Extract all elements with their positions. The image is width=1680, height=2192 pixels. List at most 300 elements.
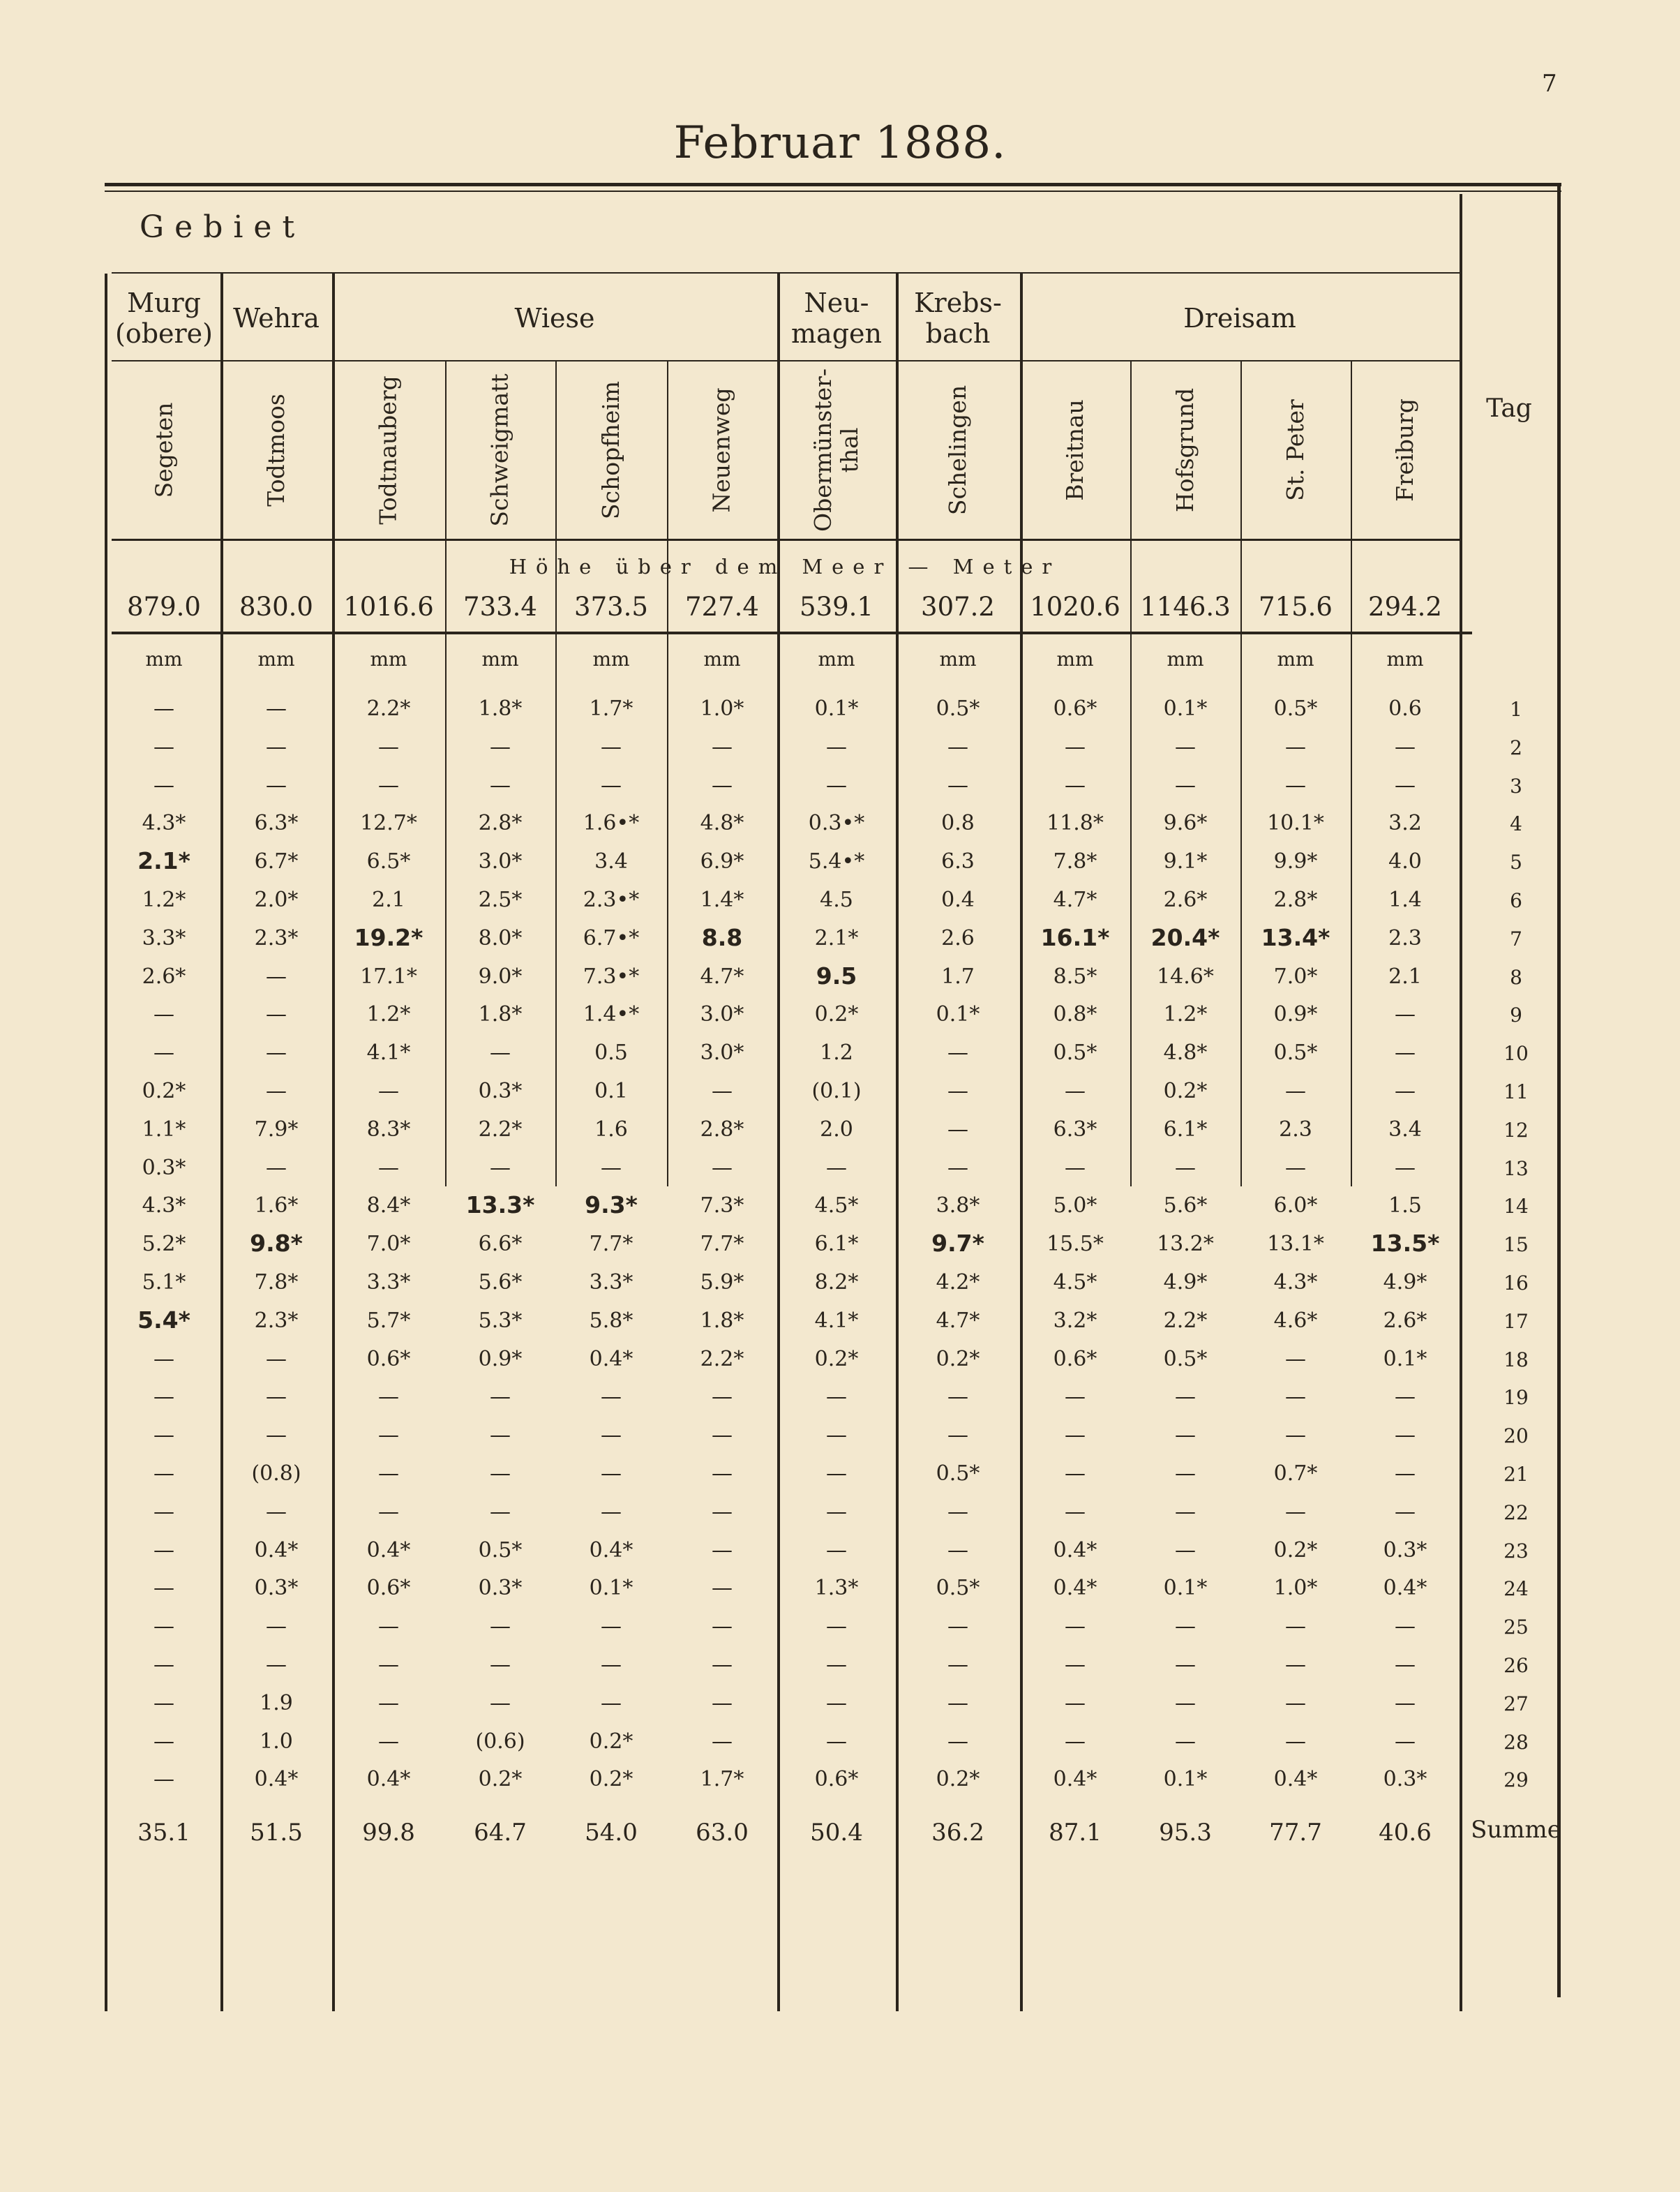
data-cell: 5.1* xyxy=(142,1270,186,1295)
data-cell: — xyxy=(1285,734,1306,759)
data-cell: 5.6* xyxy=(1163,1193,1208,1218)
data-cell: 3.3* xyxy=(366,1270,411,1295)
data-cell: — xyxy=(153,1346,174,1371)
data-cell: — xyxy=(266,1385,287,1410)
data-cell: — xyxy=(378,1079,399,1103)
data-cell: — xyxy=(947,1117,968,1142)
data-cell: — xyxy=(712,1690,733,1715)
data-cell: — xyxy=(1395,1461,1416,1486)
data-cell: — xyxy=(1065,1385,1086,1410)
day-number: 3 xyxy=(1510,774,1522,798)
data-cell: — xyxy=(266,1002,287,1027)
data-cell: — xyxy=(1285,1155,1306,1180)
data-cell: — xyxy=(1285,1385,1306,1410)
data-cell: — xyxy=(266,696,287,721)
group-header-4: Krebs- bach xyxy=(914,288,1002,349)
sum-value: 50.4 xyxy=(810,1819,863,1847)
data-cell: 2.5* xyxy=(478,888,523,912)
data-cell: — xyxy=(1065,1461,1086,1486)
tag-header: Tag xyxy=(1486,394,1532,423)
data-cell: — xyxy=(490,734,511,759)
unit-label: mm xyxy=(1056,648,1094,671)
data-cell: 5.3* xyxy=(478,1308,523,1333)
data-cell: — xyxy=(1395,1614,1416,1639)
data-cell: 2.0 xyxy=(820,1117,853,1142)
data-cell: — xyxy=(1395,1155,1416,1180)
station-name: Todtnauberg xyxy=(375,375,402,525)
data-cell: 13.2* xyxy=(1157,1232,1214,1257)
data-cell: 0.4* xyxy=(589,1346,633,1371)
day-number: 25 xyxy=(1503,1616,1529,1639)
data-cell: 9.9* xyxy=(1273,849,1318,874)
data-cell: — xyxy=(1395,1653,1416,1677)
data-cell: — xyxy=(601,734,622,759)
station-name: Breitnau xyxy=(1061,399,1088,501)
day-number: 22 xyxy=(1503,1500,1529,1524)
data-cell: — xyxy=(1285,1346,1306,1371)
station-name: Neuenweg xyxy=(708,387,735,513)
data-cell: 2.1 xyxy=(372,888,405,912)
day-number: 26 xyxy=(1503,1654,1529,1677)
unit-label: mm xyxy=(1277,648,1314,671)
data-cell: 1.8* xyxy=(700,1308,744,1333)
data-cell: 6.3* xyxy=(254,811,299,836)
station-name: Freiburg xyxy=(1390,398,1418,502)
data-cell: — xyxy=(266,1614,287,1639)
data-cell: — xyxy=(826,1499,847,1524)
data-cell: — xyxy=(153,734,174,759)
day-number: 20 xyxy=(1503,1424,1529,1448)
data-cell: 2.8* xyxy=(1273,888,1318,912)
data-cell: — xyxy=(153,1729,174,1754)
data-cell: 0.5* xyxy=(936,1576,980,1601)
station-name: Obermünster- thal xyxy=(809,368,863,532)
data-cell: 0.4* xyxy=(1383,1576,1427,1601)
data-cell: — xyxy=(1395,1499,1416,1524)
data-cell: — xyxy=(153,1653,174,1677)
data-cell: — xyxy=(153,1767,174,1792)
unit-label: mm xyxy=(592,648,630,671)
data-cell: 6.7* xyxy=(254,849,299,874)
page-number: 7 xyxy=(1542,70,1557,98)
data-cell: — xyxy=(1395,1079,1416,1103)
data-cell: — xyxy=(601,1461,622,1486)
data-cell: 0.8* xyxy=(1053,1002,1097,1027)
data-cell: — xyxy=(1395,1385,1416,1410)
data-cell: — xyxy=(266,1155,287,1180)
data-cell: — xyxy=(826,1729,847,1754)
data-cell: 8.3* xyxy=(366,1117,411,1142)
data-cell: 1.2* xyxy=(142,888,186,912)
data-cell: 6.9* xyxy=(700,849,744,874)
data-cell: 13.1* xyxy=(1267,1232,1324,1257)
day-number: 13 xyxy=(1503,1156,1529,1180)
data-cell: 0.3•* xyxy=(808,811,865,836)
station-name: Schelingen xyxy=(944,385,972,516)
data-cell: — xyxy=(1395,773,1416,798)
data-cell: — xyxy=(601,1653,622,1677)
data-cell: — xyxy=(1285,1614,1306,1639)
data-cell: — xyxy=(947,1423,968,1448)
station-header-1 xyxy=(220,364,332,536)
data-cell: — xyxy=(1175,1537,1196,1563)
data-cell: 0.4* xyxy=(366,1767,411,1792)
sum-value: 36.2 xyxy=(931,1819,984,1847)
data-cell: — xyxy=(712,734,733,759)
data-cell: — xyxy=(266,1423,287,1448)
data-cell: 0.4* xyxy=(1273,1767,1318,1792)
data-cell: 2.2* xyxy=(366,696,411,721)
station-header-6 xyxy=(777,364,896,536)
elevation-value: 879.0 xyxy=(127,592,201,622)
data-cell: 0.2* xyxy=(589,1729,633,1754)
unit-label: mm xyxy=(145,648,183,671)
data-cell: 0.3* xyxy=(478,1576,523,1601)
data-cell: — xyxy=(1285,773,1306,798)
day-number: 2 xyxy=(1510,736,1522,759)
data-cell: — xyxy=(490,1653,511,1677)
unit-label: mm xyxy=(257,648,295,671)
data-cell: 6.1* xyxy=(1163,1117,1208,1142)
data-cell: 2.2* xyxy=(1163,1308,1208,1333)
data-cell: 0.7* xyxy=(1273,1461,1318,1486)
data-cell: 0.5 xyxy=(594,1041,628,1066)
data-cell: 0.1* xyxy=(1163,1576,1208,1601)
group-header-1: Wehra xyxy=(233,303,320,334)
day-number: 4 xyxy=(1510,812,1522,836)
day-number: 9 xyxy=(1510,1004,1522,1027)
data-cell: — xyxy=(947,1385,968,1410)
data-cell: — xyxy=(1175,1499,1196,1524)
elevation-header: Höhe über dem Meer — Meter xyxy=(509,555,1061,579)
unit-label: mm xyxy=(818,648,855,671)
day-number: 14 xyxy=(1503,1195,1529,1218)
data-cell: — xyxy=(153,1041,174,1066)
station-header-7 xyxy=(896,364,1020,536)
data-cell: — xyxy=(1175,1155,1196,1180)
data-cell: 0.5* xyxy=(936,1461,980,1486)
data-cell: — xyxy=(826,734,847,759)
data-cell: — xyxy=(1175,1423,1196,1448)
data-cell: 0.5* xyxy=(1273,1041,1318,1066)
data-cell: 13.4* xyxy=(1261,923,1330,951)
data-cell: 0.2* xyxy=(814,1346,859,1371)
data-cell: — xyxy=(947,1041,968,1066)
data-cell: — xyxy=(153,1690,174,1715)
group-header-2: Wiese xyxy=(514,303,595,334)
data-cell: 2.3 xyxy=(1388,925,1422,950)
data-cell: 3.3* xyxy=(589,1270,633,1295)
data-cell: — xyxy=(153,1461,174,1486)
data-cell: — xyxy=(1285,1653,1306,1677)
data-cell: 0.4* xyxy=(1053,1537,1097,1563)
data-cell: 2.8* xyxy=(478,811,523,836)
data-cell: — xyxy=(601,1690,622,1715)
data-cell: 2.6* xyxy=(142,964,186,989)
data-cell: 17.1* xyxy=(360,964,417,989)
elevation-value: 830.0 xyxy=(239,592,313,622)
data-cell: 7.3•* xyxy=(583,964,640,989)
data-cell: — xyxy=(1395,1041,1416,1066)
day-number: 27 xyxy=(1503,1692,1529,1715)
data-cell: — xyxy=(712,1079,733,1103)
data-cell: 4.9* xyxy=(1383,1270,1427,1295)
station-header-2 xyxy=(332,364,445,536)
data-cell: 0.4* xyxy=(1053,1576,1097,1601)
data-cell: 4.1* xyxy=(366,1041,411,1066)
data-cell: — xyxy=(601,1423,622,1448)
data-cell: 1.4•* xyxy=(583,1002,640,1027)
data-cell: 0.6* xyxy=(1053,1346,1097,1371)
data-cell: — xyxy=(1175,734,1196,759)
data-cell: 6.3* xyxy=(1053,1117,1097,1142)
sum-value: 95.3 xyxy=(1159,1819,1212,1847)
data-cell: 0.5* xyxy=(1273,696,1318,721)
data-cell: — xyxy=(1065,734,1086,759)
data-cell: — xyxy=(1285,1499,1306,1524)
data-cell: — xyxy=(1065,1690,1086,1715)
data-cell: 3.8* xyxy=(936,1193,980,1218)
data-cell: 0.2* xyxy=(814,1002,859,1027)
data-cell: 0.6* xyxy=(1053,696,1097,721)
data-cell: 6.3 xyxy=(941,849,975,874)
data-cell: — xyxy=(378,1690,399,1715)
data-cell: 4.3* xyxy=(142,811,186,836)
data-cell: — xyxy=(712,773,733,798)
station-header-4 xyxy=(555,364,667,536)
data-cell: 12.7* xyxy=(360,811,417,836)
data-cell: 1.4* xyxy=(700,888,744,912)
data-cell: — xyxy=(1175,1614,1196,1639)
station-name: St. Peter xyxy=(1281,399,1309,501)
data-cell: — xyxy=(490,773,511,798)
data-cell: 4.6* xyxy=(1273,1308,1318,1333)
data-cell: — xyxy=(153,1423,174,1448)
data-cell: 5.0* xyxy=(1053,1193,1097,1218)
data-cell: 0.1* xyxy=(1163,696,1208,721)
elevation-value: 727.4 xyxy=(685,592,759,622)
data-cell: — xyxy=(378,1729,399,1754)
data-cell: 2.3 xyxy=(1279,1117,1312,1142)
data-cell: 19.2* xyxy=(354,923,423,951)
data-cell: 0.4* xyxy=(254,1767,299,1792)
station-header-9 xyxy=(1130,364,1240,536)
data-cell: 4.8* xyxy=(700,811,744,836)
station-name: Schweigmatt xyxy=(486,373,514,527)
day-number: 24 xyxy=(1503,1577,1529,1601)
data-cell: 2.8* xyxy=(700,1117,744,1142)
data-cell: 2.2* xyxy=(700,1346,744,1371)
elevation-value: 1020.6 xyxy=(1030,592,1120,622)
data-cell: — xyxy=(947,1614,968,1639)
elevation-value: 294.2 xyxy=(1368,592,1442,622)
data-cell: — xyxy=(266,1346,287,1371)
data-cell: (0.6) xyxy=(475,1729,525,1754)
data-cell: — xyxy=(1065,1079,1086,1103)
data-cell: 3.2 xyxy=(1388,811,1422,836)
data-cell: (0.1) xyxy=(811,1079,862,1103)
data-cell: — xyxy=(1175,1385,1196,1410)
elevation-value: 733.4 xyxy=(463,592,537,622)
data-cell: — xyxy=(378,1499,399,1524)
data-cell: — xyxy=(153,1614,174,1639)
data-cell: — xyxy=(378,1385,399,1410)
data-cell: 6.1* xyxy=(814,1232,859,1257)
data-cell: — xyxy=(1065,1155,1086,1180)
data-cell: 0.6* xyxy=(366,1576,411,1601)
data-cell: 1.0* xyxy=(700,696,744,721)
data-cell: — xyxy=(153,1385,174,1410)
data-cell: — xyxy=(1285,1423,1306,1448)
data-cell: 1.0* xyxy=(1273,1576,1318,1601)
data-cell: 6.7•* xyxy=(583,925,640,950)
data-cell: 0.5* xyxy=(478,1537,523,1563)
day-number: 7 xyxy=(1510,927,1522,950)
data-cell: 6.5* xyxy=(366,849,411,874)
data-cell: — xyxy=(1285,1729,1306,1754)
data-cell: 9.6* xyxy=(1163,811,1208,836)
gebiet-label: Gebiet xyxy=(140,209,306,245)
data-cell: 20.4* xyxy=(1150,923,1220,951)
data-cell: 0.5* xyxy=(1053,1041,1097,1066)
data-cell: 6.0* xyxy=(1273,1193,1318,1218)
station-name: Schopfheim xyxy=(597,380,624,520)
data-cell: 9.1* xyxy=(1163,849,1208,874)
data-cell: — xyxy=(947,1729,968,1754)
data-cell: 13.5* xyxy=(1370,1230,1440,1258)
data-cell: 3.0* xyxy=(478,849,523,874)
data-cell: 0.9* xyxy=(1273,1002,1318,1027)
data-cell: — xyxy=(947,773,968,798)
data-cell: — xyxy=(947,1499,968,1524)
data-cell: — xyxy=(1065,1423,1086,1448)
data-cell: 5.4•* xyxy=(808,849,865,874)
data-cell: 15.5* xyxy=(1047,1232,1104,1257)
data-cell: 7.8* xyxy=(254,1270,299,1295)
data-cell: — xyxy=(153,1499,174,1524)
group-header-0: Murg (obere) xyxy=(115,288,213,349)
data-cell: 2.6 xyxy=(941,925,975,950)
data-cell: 2.3* xyxy=(254,1308,299,1333)
data-cell: 2.6* xyxy=(1383,1308,1427,1333)
station-header-0 xyxy=(107,364,220,536)
data-cell: — xyxy=(1175,1690,1196,1715)
data-cell: 2.1* xyxy=(814,925,859,950)
data-cell: — xyxy=(1395,1002,1416,1027)
data-cell: — xyxy=(490,1385,511,1410)
elevation-value: 1146.3 xyxy=(1140,592,1231,622)
data-cell: 0.3* xyxy=(1383,1537,1427,1563)
data-cell: 0.4* xyxy=(589,1537,633,1563)
data-cell: — xyxy=(490,1461,511,1486)
sum-value: 40.6 xyxy=(1379,1819,1432,1847)
data-cell: 4.9* xyxy=(1163,1270,1208,1295)
data-cell: 5.8* xyxy=(589,1308,633,1333)
data-cell: 0.8 xyxy=(941,811,975,836)
data-cell: 7.8* xyxy=(1053,849,1097,874)
data-cell: 2.0* xyxy=(254,888,299,912)
data-cell: 14.6* xyxy=(1157,964,1214,989)
data-cell: 8.4* xyxy=(366,1193,411,1218)
data-cell: 0.9* xyxy=(478,1346,523,1371)
data-cell: 1.3* xyxy=(814,1576,859,1601)
data-cell: — xyxy=(947,1653,968,1677)
data-cell: — xyxy=(378,1614,399,1639)
data-cell: 8.2* xyxy=(814,1270,859,1295)
elevation-value: 715.6 xyxy=(1259,592,1333,622)
data-cell: — xyxy=(378,1155,399,1180)
elevation-value: 373.5 xyxy=(574,592,648,622)
data-cell: 1.7 xyxy=(941,964,975,989)
data-cell: 11.8* xyxy=(1047,811,1104,836)
data-cell: — xyxy=(947,1690,968,1715)
day-number: 8 xyxy=(1510,965,1522,989)
data-cell: — xyxy=(601,1499,622,1524)
data-cell: 4.2* xyxy=(936,1270,980,1295)
data-cell: 0.4* xyxy=(254,1537,299,1563)
data-cell: 4.5* xyxy=(814,1193,859,1218)
data-cell: 0.2* xyxy=(1163,1079,1208,1103)
day-number: 15 xyxy=(1503,1233,1529,1257)
day-number: 16 xyxy=(1503,1272,1529,1295)
data-cell: — xyxy=(490,1499,511,1524)
data-cell: — xyxy=(826,1155,847,1180)
elevation-value: 307.2 xyxy=(921,592,995,622)
data-cell: 4.7* xyxy=(936,1308,980,1333)
station-header-8 xyxy=(1020,364,1130,536)
data-cell: 7.7* xyxy=(589,1232,633,1257)
data-cell: 9.7* xyxy=(931,1230,984,1258)
sum-value: 51.5 xyxy=(250,1819,303,1847)
data-cell: — xyxy=(826,1690,847,1715)
data-cell: — xyxy=(712,1155,733,1180)
data-cell: 1.0 xyxy=(260,1729,293,1754)
day-number: 28 xyxy=(1503,1730,1529,1754)
data-cell: 16.1* xyxy=(1040,923,1110,951)
day-number: 19 xyxy=(1503,1386,1529,1410)
data-cell: 1.6 xyxy=(594,1117,628,1142)
data-cell: — xyxy=(1395,1729,1416,1754)
data-cell: — xyxy=(1065,1729,1086,1754)
data-cell: 2.6* xyxy=(1163,888,1208,912)
day-number: 12 xyxy=(1503,1118,1529,1142)
data-cell: 7.0* xyxy=(366,1232,411,1257)
data-cell: 3.4 xyxy=(1388,1117,1422,1142)
data-cell: — xyxy=(1065,773,1086,798)
data-cell: — xyxy=(601,1614,622,1639)
group-header-3: Neu- magen xyxy=(791,288,882,349)
data-cell: — xyxy=(153,696,174,721)
data-cell: — xyxy=(490,1614,511,1639)
page-title: Februar 1888. xyxy=(673,117,1007,169)
data-cell: 0.2* xyxy=(1273,1537,1318,1563)
data-cell: — xyxy=(826,1614,847,1639)
data-cell: 10.1* xyxy=(1267,811,1324,836)
data-cell: 2.1* xyxy=(137,847,190,875)
data-cell: 9.5 xyxy=(816,962,857,990)
data-cell: 1.8* xyxy=(478,1002,523,1027)
data-cell: 7.7* xyxy=(700,1232,744,1257)
data-cell: 0.5* xyxy=(1163,1346,1208,1371)
data-cell: 0.3* xyxy=(142,1155,186,1180)
data-cell: — xyxy=(378,1461,399,1486)
data-cell: 9.0* xyxy=(478,964,523,989)
data-cell: 0.4 xyxy=(941,888,975,912)
data-cell: — xyxy=(1065,1499,1086,1524)
group-header-5: Dreisam xyxy=(1183,303,1296,334)
data-cell: — xyxy=(947,1537,968,1563)
sum-value: 63.0 xyxy=(696,1819,749,1847)
